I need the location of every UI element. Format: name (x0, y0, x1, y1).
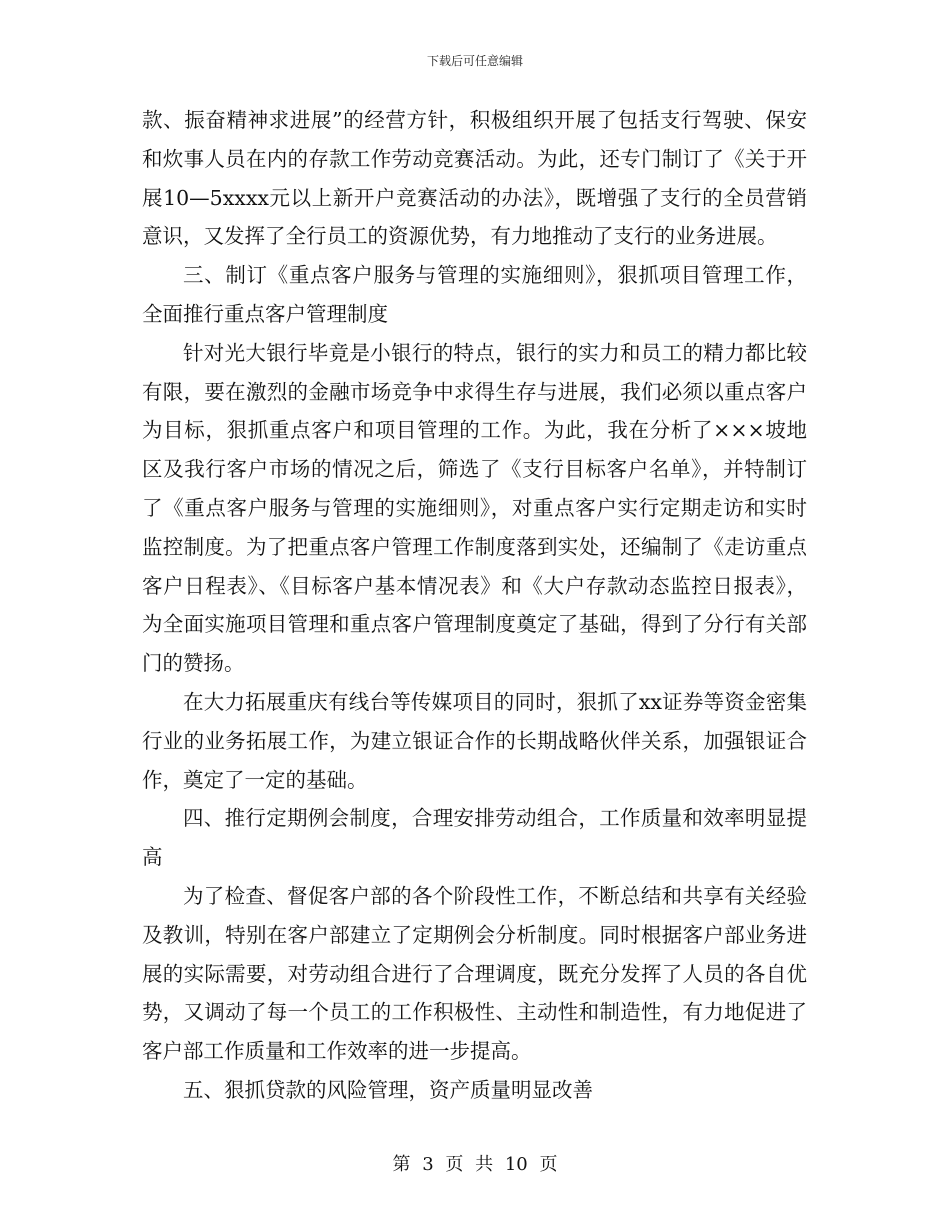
paragraph-key-clients: 针对光大银行毕竟是小银行的特点，银行的实力和员工的精力都比较有限，要在激烈的金融市场竞争中求得生存与进展，我们必须以重点客户为目标，狠抓重点客户和项目管理的工作。为此，我在分析了×××坡地区及我行客户市场的情况之后，筛选了《支行目标客户名单》，并特制订了《重点客户服务与管理的实施细则》，对重点客户实行定期走访和实时监控制度。为了把重点客户管理工作制度落到实处，还编制了《走访重点客户日程表》、《目标客户基本情况表》和《大户存款动态监控日报表》，为全面实施项目管理和重点客户管理制度奠定了基础，得到了分行有关部门的赞扬。 (142, 340, 807, 676)
section-heading-5: 五、狠抓贷款的风险管理，资产质量明显改善 (183, 1077, 593, 1102)
paragraph-media-projects: 在大力拓展重庆有线台等传媒项目的同时，狠抓了xx证券等资金密集行业的业务拓展工作，为建立银证合作的长期战略伙伴关系，加强银证合作，奠定了一定的基础。 (142, 689, 807, 792)
document-body (142, 101, 807, 1110)
page-footer: 第 3 页 共 10 页 (392, 1154, 558, 1175)
paragraph-continuation: 款、振奋精神求进展”的经营方针，积极组织开展了包括支行驾驶、保安和炊事人员在内的存款工作劳动竞赛活动。为此，还专门制订了《关于开展10—5xxxx元以上新开户竞赛活动的办法》，既增强了支行的全员营销意识，又发挥了全行员工的资源优势，有力地推动了支行的业务进展。 (142, 108, 807, 249)
section-heading-4: 四、推行定期例会制度，合理安排劳动组合，工作质量和效率明显提高 (142, 806, 807, 870)
paragraph-meetings: 为了检查、督促客户部的各个阶段性工作，不断总结和共享有关经验及教训，特别在客户部建立了定期例会分析制度。同时根据客户部业务进展的实际需要，对劳动组合进行了合理调度，既充分发挥了人员的各自优势，又调动了每一个员工的工作积极性、主动性和制造性，有力地促进了客户部工作质量和工作效率的进一步提高。 (142, 883, 807, 1064)
page-header: 下载后可任意编辑 (426, 54, 523, 68)
section-heading-3: 三、制订《重点客户服务与管理的实施细则》，狠抓项目管理工作，全面推行重点客户管理制度 (142, 263, 807, 326)
